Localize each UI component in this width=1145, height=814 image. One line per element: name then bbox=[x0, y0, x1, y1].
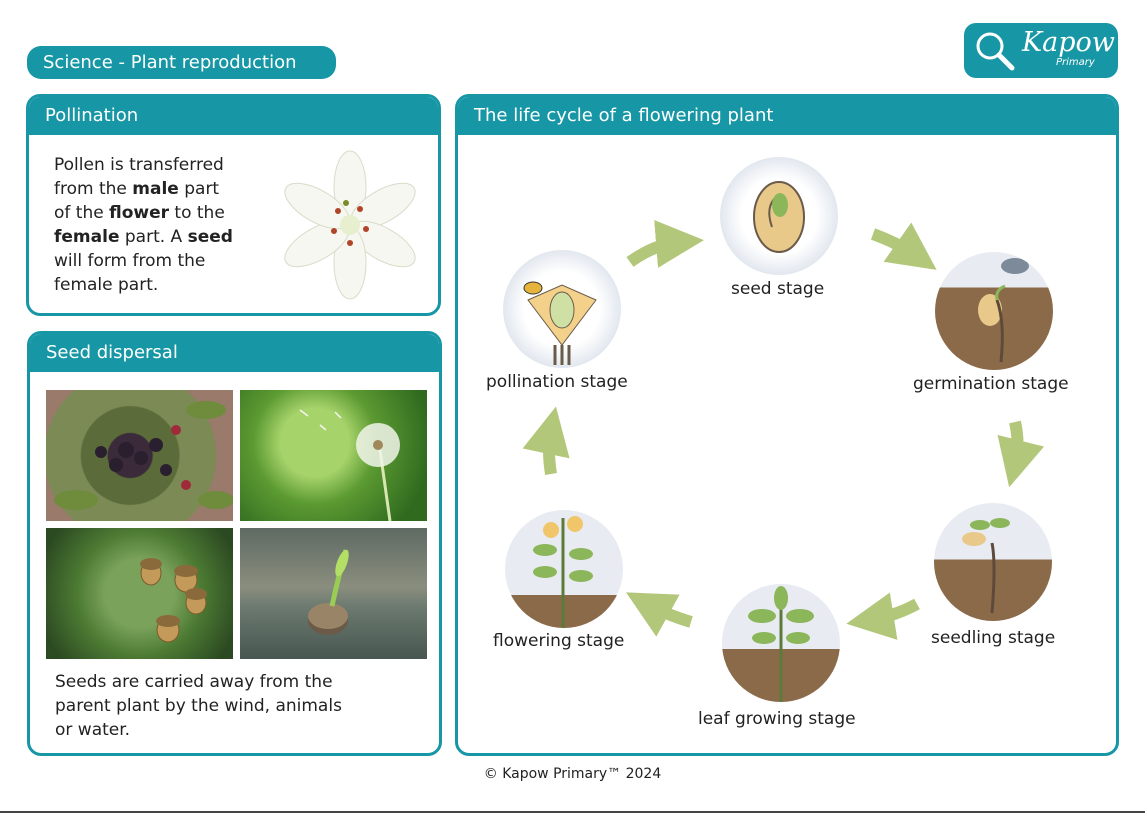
seed-stage-image bbox=[720, 157, 838, 275]
pollination-stage-image bbox=[503, 250, 621, 368]
copyright-footer: © Kapow Primary™ 2024 bbox=[483, 766, 662, 782]
arrow-seed-to-germination bbox=[873, 234, 917, 256]
blackberries-photo bbox=[46, 390, 233, 521]
acorns-photo bbox=[46, 528, 233, 659]
pollination-stage-label: pollination stage bbox=[486, 372, 628, 392]
arrow-seedling-to-leaf bbox=[870, 604, 917, 620]
germination-stage-image bbox=[935, 252, 1053, 370]
leaf-growing-stage-image bbox=[722, 584, 840, 702]
dandelion-photo bbox=[240, 390, 427, 521]
seed-dispersal-heading: Seed dispersal bbox=[30, 334, 439, 372]
leaf-growing-stage-label: leaf growing stage bbox=[698, 709, 856, 729]
logo-sub: Primary bbox=[1056, 57, 1095, 68]
flowering-stage-image bbox=[505, 510, 623, 628]
kapow-logo bbox=[964, 23, 1118, 78]
seedling-stage-label: seedling stage bbox=[931, 628, 1056, 648]
arrow-flowering-to-pollination bbox=[549, 430, 551, 474]
arrow-leaf-to-flowering bbox=[647, 604, 691, 622]
page-title: Science - Plant reproduction bbox=[27, 46, 336, 79]
flowering-stage-label: flowering stage bbox=[493, 631, 625, 651]
arrow-pollination-to-seed bbox=[630, 242, 680, 262]
lily-flower-image bbox=[275, 150, 425, 300]
logo-brand: Kapow bbox=[1022, 27, 1115, 58]
coconut-water-photo bbox=[240, 528, 427, 659]
arrow-germination-to-seedling bbox=[1015, 422, 1018, 464]
bottom-rule bbox=[0, 811, 1145, 813]
seedling-stage-image bbox=[934, 503, 1052, 621]
life-cycle-heading: The life cycle of a flowering plant bbox=[458, 97, 1116, 135]
magnifier-icon bbox=[970, 26, 1020, 76]
pollination-text: Pollen is transferred from the male part of the flower to the female part. A seed will form from the female part. bbox=[54, 155, 233, 295]
seed-dispersal-text: Seeds are carried away from the parent plant by the wind, animals or water. bbox=[55, 672, 342, 740]
pollination-heading: Pollination bbox=[29, 97, 438, 135]
germination-stage-label: germination stage bbox=[913, 374, 1069, 394]
seed-stage-label: seed stage bbox=[731, 279, 825, 299]
